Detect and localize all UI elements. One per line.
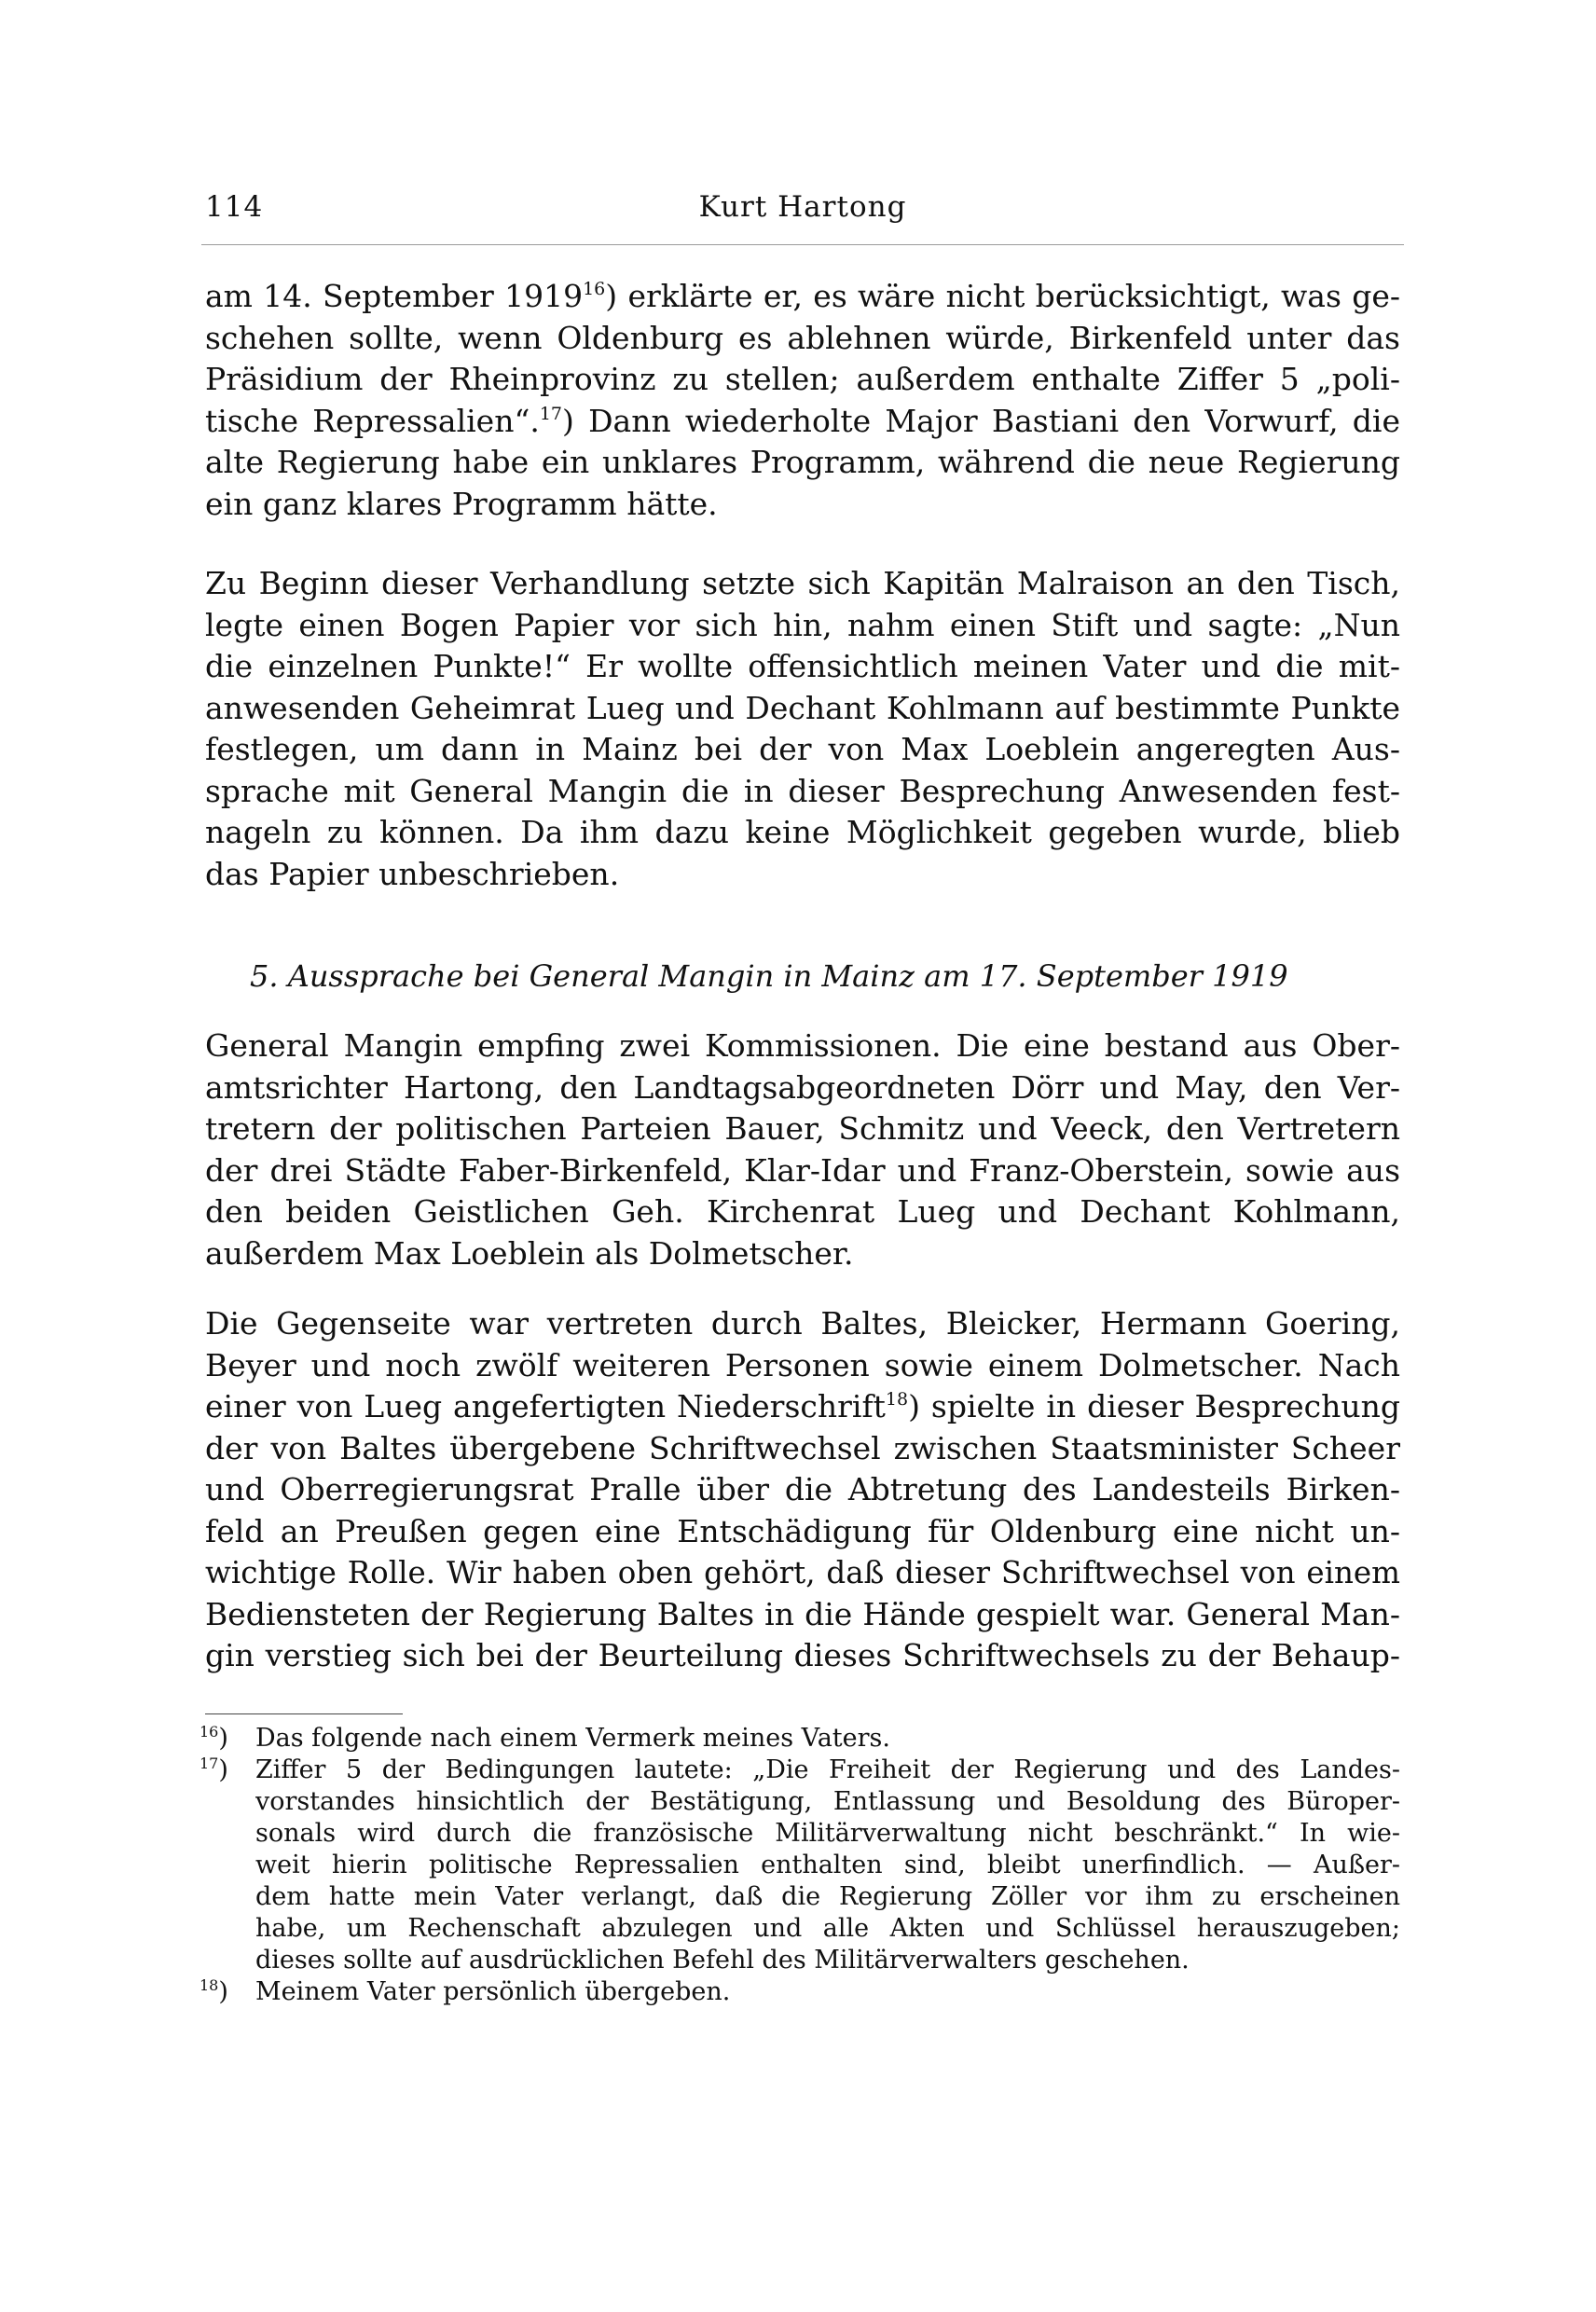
text-line: schehen sollte, wenn Oldenburg es ablehnen würde, Birkenfeld unter das — [205, 319, 1400, 356]
text-line: nageln zu können. Da ihm dazu keine Möglichkeit gegeben wurde, blieb — [205, 814, 1400, 850]
footnote-line: sonals wird durch die französische Militärverwaltung nicht beschränkt.“ In wie- — [255, 1819, 1400, 1848]
paragraph-3 — [205, 1025, 1400, 1274]
text-line: festlegen, um dann in Mainz bei der von Max Loeblein angeregten Aus- — [205, 731, 1400, 767]
text-line: Bediensteten der Regierung Baltes in die Hände gespielt war. General Man- — [205, 1595, 1400, 1632]
paragraph-1 — [205, 276, 1400, 525]
footnote-reference: 16 — [583, 279, 606, 299]
text-line: tretern der politischen Parteien Bauer, Schmitz und Veeck, den Vertretern — [205, 1110, 1400, 1147]
footnote-line: vorstandes hinsichtlich der Bestätigung, Entlassung und Besoldung des Büroper- — [255, 1787, 1400, 1816]
footnote-mark: $^{17}$) — [200, 1755, 228, 1784]
text-line: wichtige Rolle. Wir haben oben gehört, daß dieser Schriftwechsel von einem — [205, 1555, 1400, 1590]
text-line: und Oberregierungsrat Pralle über die Abtretung des Landesteils Birken- — [205, 1471, 1400, 1507]
text-line: General Mangin empfing zwei Kommissionen. Die eine bestand aus Ober- — [205, 1027, 1400, 1064]
text-line: außerdem Max Loeblein als Dolmetscher. — [205, 1234, 854, 1272]
footnote-reference: 17 — [539, 403, 563, 424]
page-header — [201, 190, 1404, 237]
text-line: Beyer und noch zwölf weiteren Personen sowie einem Dolmetscher. Nach — [205, 1346, 1400, 1383]
footnotes — [200, 1723, 1402, 2008]
running-title: Kurt Hartong — [698, 190, 907, 224]
text-line: der von Baltes übergebene Schriftwechsel zwischen Staatsminister Scheer — [205, 1429, 1400, 1466]
text-line: Präsidium der Rheinprovinz zu stellen; außerdem enthalte Ziffer 5 „poli- — [205, 361, 1400, 397]
text-line: alte Regierung habe ein unklares Programm, während die neue Regierung — [205, 444, 1400, 480]
text-line: am 14. September 1919$^{16}$) erklärte er, es wäre nicht berücksichtigt, was ge- — [205, 278, 1400, 314]
text-line: legte einen Bogen Papier vor sich hin, nahm einen Stift und sagte: „Nun — [205, 606, 1400, 643]
text-line: Die Gegenseite war vertreten durch Baltes, Bleicker, Hermann Goering, — [205, 1305, 1400, 1342]
text-line: Zu Beginn dieser Verhandlung setzte sich Kapitän Malraison an den Tisch, — [205, 565, 1400, 601]
text-line: gin verstieg sich bei der Beurteilung dieses Schriftwechsels zu der Behaup- — [205, 1637, 1400, 1673]
text-line: tische Repressalien“.$^{17}$) Dann wiederholte Major Bastiani den Vorwurf, die — [205, 402, 1400, 439]
footnote-line: Das folgende nach einem Vermerk meines Vaters. — [255, 1724, 890, 1753]
footnote-line: dieses sollte auf ausdrücklichen Befehl des Militärverwalters geschehen. — [255, 1946, 1190, 1975]
footnote-mark: $^{16}$) — [200, 1723, 228, 1753]
text-line: feld an Preußen gegen eine Entschädigung für Oldenburg eine nicht un- — [205, 1512, 1400, 1549]
page-number: 114 — [205, 190, 264, 224]
footnote-17 — [200, 1755, 1402, 1976]
footnote-line: dem hatte mein Vater verlangt, daß die Regierung Zöller vor ihm zu erscheinen — [255, 1882, 1400, 1911]
text-line: sprache mit General Mangin die in dieser Besprechung Anwesenden fest- — [205, 772, 1400, 809]
text-line: amtsrichter Hartong, den Landtagsabgeordneten Dörr und May, den Ver- — [205, 1068, 1400, 1106]
header-rule — [201, 244, 1404, 245]
paragraph-4 — [205, 1303, 1400, 1677]
text-line: die einzelnen Punkte!“ Er wollte offensichtlich meinen Vater und die mit- — [205, 648, 1400, 684]
text-line: ein ganz klares Programm hätte. — [205, 485, 718, 522]
text-line: den beiden Geistlichen Geh. Kirchenrat Lueg und Dechant Kohlmann, — [205, 1193, 1400, 1230]
footnote-line: Meinem Vater persönlich übergeben. — [255, 1977, 731, 2006]
footnote-18 — [200, 1976, 1402, 2008]
text-line: der drei Städte Faber-Birkenfeld, Klar-Idar und Franz-Oberstein, sowie aus — [205, 1151, 1400, 1189]
footnote-16 — [200, 1723, 1402, 1755]
footnote-rule — [205, 1713, 403, 1714]
footnote-line: habe, um Rechenschaft abzulegen und alle Akten und Schlüssel herauszugeben; — [255, 1914, 1400, 1943]
footnote-mark: $^{18}$) — [200, 1976, 228, 2006]
text-line: anwesenden Geheimrat Lueg und Dechant Kohlmann auf bestimmte Punkte — [205, 689, 1400, 726]
text-line: einer von Lueg angefertigten Niederschrift$^{18}$) spielte in dieser Besprechung — [205, 1388, 1400, 1424]
text-line: das Papier unbeschrieben. — [205, 855, 620, 892]
paragraph-2 — [205, 563, 1400, 895]
footnote-line: Ziffer 5 der Bedingungen lautete: „Die Freiheit der Regierung und des Landes- — [255, 1755, 1400, 1784]
footnote-reference: 18 — [885, 1389, 909, 1410]
footnote-line: weit hierin politische Repressalien enthalten sind, bleibt unerfindlich. — Außer- — [255, 1851, 1400, 1879]
section-heading: 5. Aussprache bei General Mangin in Mainz am 17. September 1919 — [250, 958, 1288, 994]
